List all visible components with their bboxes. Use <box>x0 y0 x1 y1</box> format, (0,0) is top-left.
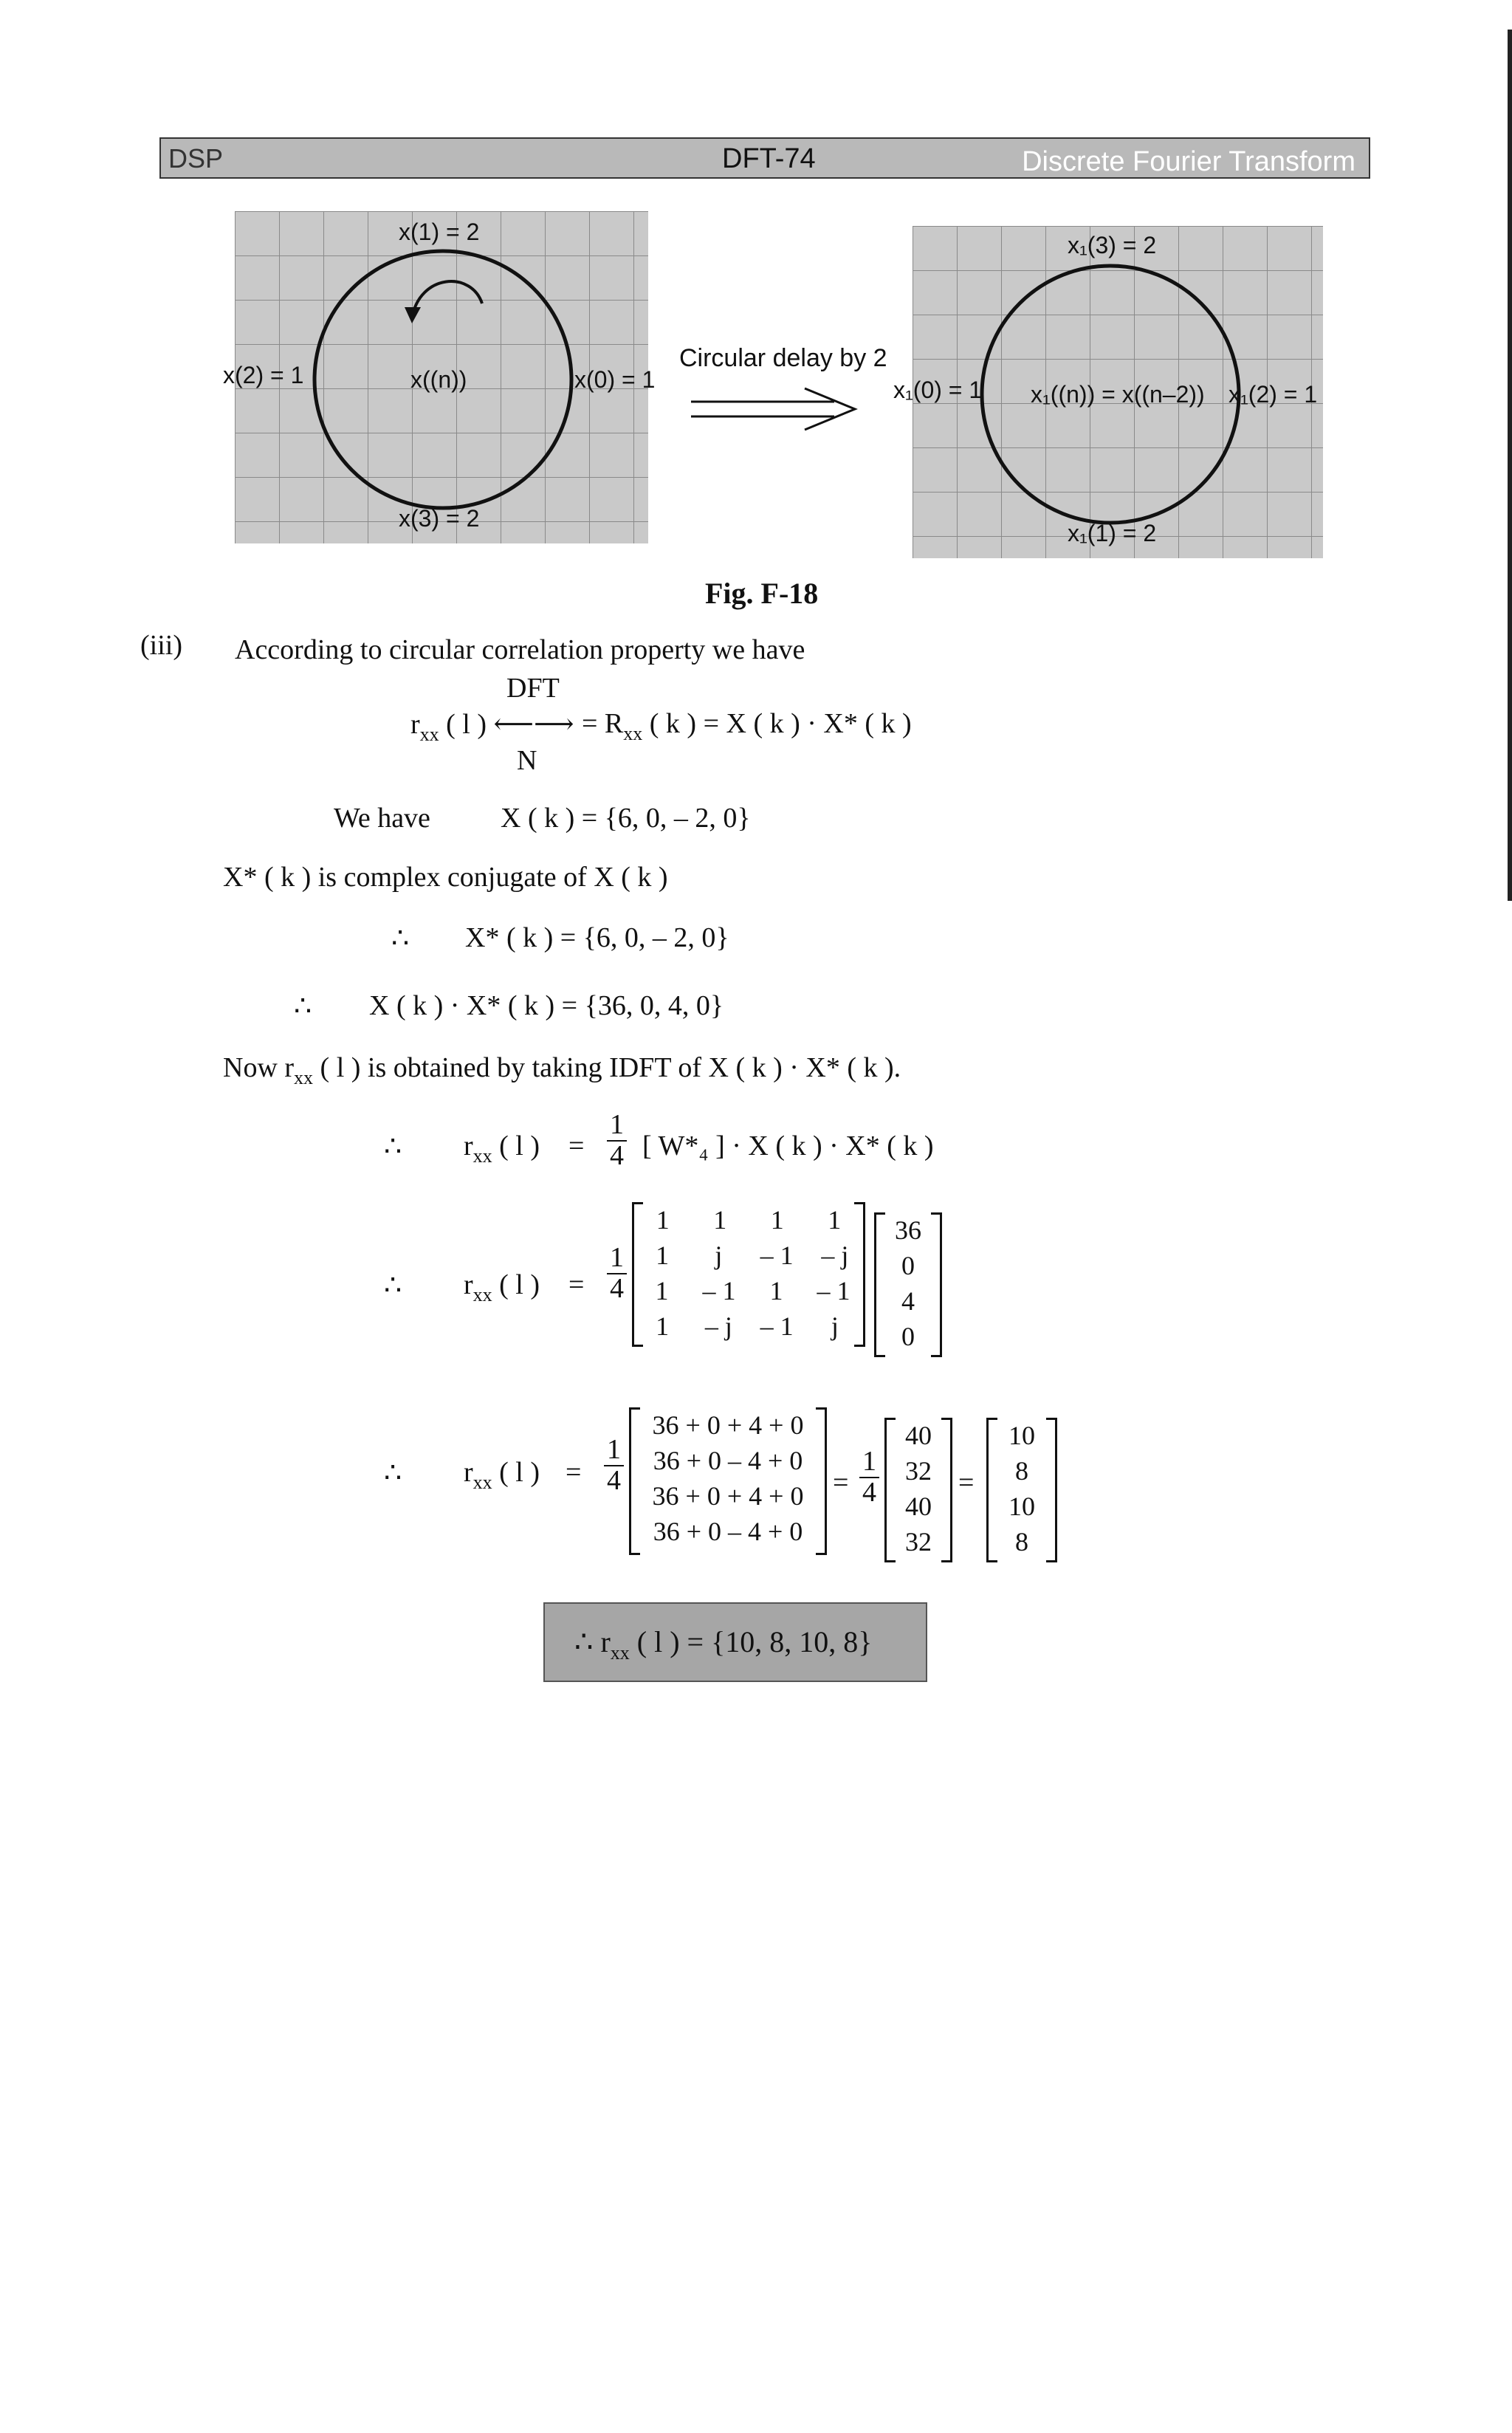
right-label-left: x₁(0) = 1 <box>893 377 983 403</box>
prod-eq: X ( k ) · X* ( k ) = {36, 0, 4, 0} <box>369 990 724 1021</box>
therefore-5: ∴ <box>384 1458 402 1489</box>
therefore-3: ∴ <box>384 1131 402 1162</box>
matrix-cell: – 1 <box>760 1240 794 1270</box>
idft-fraction <box>607 1111 627 1171</box>
header-title: DFT-74 <box>722 143 816 174</box>
arrow-label: Circular delay by 2 <box>679 344 887 372</box>
answer-sub: xx <box>610 1642 630 1664</box>
vector-cell: 36 <box>895 1215 921 1245</box>
matrix-cell: 1 <box>770 1205 784 1235</box>
sum-row <box>631 1478 825 1514</box>
sum-row <box>631 1443 825 1478</box>
xstar-eq: X* ( k ) = {6, 0, – 2, 0} <box>465 922 729 953</box>
now-r: Now r <box>223 1052 295 1083</box>
eq1-r: r <box>410 709 420 740</box>
now-rest: ( l ) is obtained by taking IDFT of X ( k ) · X* ( k ). <box>320 1052 901 1083</box>
twiddle-matrix <box>632 1202 865 1347</box>
therefore-4: ∴ <box>384 1270 402 1301</box>
vector-row <box>887 1524 950 1559</box>
idft-frac-den: 4 <box>610 1139 624 1171</box>
figure-caption: Fig. F-18 <box>705 577 819 610</box>
vector-cell: 40 <box>905 1492 932 1521</box>
conj-line: X* ( k ) is complex conjugate of X ( k ) <box>223 862 668 893</box>
m2-r-sub: xx <box>472 1472 492 1493</box>
m2-frac2-den: 4 <box>862 1476 876 1508</box>
matrix-cell: – 1 <box>760 1311 794 1341</box>
now-r-sub: xx <box>294 1067 314 1088</box>
idft-equals: = <box>568 1130 585 1161</box>
right-label-center: x₁((n)) = x((n–2)) <box>1031 381 1205 408</box>
final-answer-box <box>543 1602 927 1682</box>
eq1-r-sub: xx <box>419 724 439 745</box>
vector-cell: 4 <box>901 1286 915 1316</box>
idft-r: r <box>464 1130 473 1161</box>
double-arrow-icon <box>687 384 864 443</box>
m1-r: r <box>464 1269 473 1300</box>
m2-fraction-2 <box>859 1447 879 1508</box>
matrix-cell: – j <box>704 1311 732 1341</box>
dft-N: N <box>517 745 537 776</box>
we-have: We have <box>334 803 430 834</box>
idft-lhs <box>464 1130 540 1167</box>
eq1-rest: ( k ) = X ( k ) · X* ( k ) <box>649 708 912 739</box>
twiddle-row <box>634 1308 863 1344</box>
vector-row <box>887 1453 950 1489</box>
idft-frac-num: 1 <box>607 1111 627 1142</box>
vector-row <box>989 1489 1055 1524</box>
idft-r-sub: xx <box>472 1145 492 1167</box>
sum-matrix <box>629 1407 827 1555</box>
m1-frac-den: 4 <box>610 1272 624 1304</box>
matrix-cell: – 1 <box>702 1276 736 1305</box>
matrix-cell: – j <box>821 1240 849 1270</box>
right-label-top: x₁(3) = 2 <box>1068 232 1157 258</box>
matrix-cell: j <box>831 1311 839 1341</box>
m1-l: ( l ) <box>499 1269 540 1300</box>
bidir-arrow-icon: ⟵⟶ <box>493 709 574 740</box>
sum-cell: 36 + 0 + 4 + 0 <box>652 1481 804 1511</box>
vector-cell: 32 <box>905 1527 932 1557</box>
twiddle-row <box>634 1273 863 1308</box>
m1-equals: = <box>568 1269 585 1300</box>
vector-cell: 10 <box>1008 1492 1035 1521</box>
matrix-cell: j <box>715 1240 723 1270</box>
matrix-cell: 1 <box>656 1240 670 1270</box>
m2-frac-num: 1 <box>604 1435 624 1466</box>
idft-rhs: [ W*₄ ] · X ( k ) · X* ( k ) <box>642 1130 934 1161</box>
intro-text: According to circular correlation property we have <box>235 634 805 665</box>
left-label-right: x(0) = 1 <box>574 366 656 393</box>
right-label-bottom: x₁(1) = 2 <box>1068 520 1157 546</box>
eq1-R: = R <box>582 708 624 739</box>
therefore-1: ∴ <box>391 923 410 954</box>
matrix-cell: 1 <box>655 1276 669 1305</box>
m2-equals-3: = <box>958 1467 975 1498</box>
eq1-R-sub: xx <box>623 723 643 744</box>
m2-fraction <box>604 1435 624 1496</box>
vector-row <box>876 1283 940 1319</box>
left-label-left: x(2) = 1 <box>223 362 304 388</box>
dft-label: DFT <box>506 673 560 704</box>
vector-row <box>876 1212 940 1248</box>
vector-cell: 0 <box>901 1251 915 1280</box>
item-label: (iii) <box>140 630 182 661</box>
eq1-rhs <box>582 707 912 745</box>
left-label-top: x(1) = 2 <box>399 219 480 245</box>
matrix-cell: 1 <box>769 1276 783 1305</box>
eq1-l: ( l ) <box>446 709 487 740</box>
m2-frac-den: 4 <box>607 1464 621 1496</box>
xk-eq: X ( k ) = {6, 0, – 2, 0} <box>501 803 751 834</box>
therefore-2: ∴ <box>294 991 312 1022</box>
result-vector <box>986 1418 1057 1562</box>
idft-l: ( l ) <box>499 1130 540 1161</box>
vector-row <box>887 1418 950 1453</box>
vector-row <box>989 1453 1055 1489</box>
m1-frac-num: 1 <box>607 1243 627 1274</box>
header-left: DSP <box>168 143 224 174</box>
vector-row <box>989 1418 1055 1453</box>
now-line <box>223 1051 901 1089</box>
sum-cell: 36 + 0 – 4 + 0 <box>653 1517 803 1546</box>
figure-right <box>893 226 1323 558</box>
matrix-cell: 1 <box>713 1205 727 1235</box>
vector-row <box>876 1248 940 1283</box>
matrix-cell: 1 <box>656 1205 670 1235</box>
m2-l: ( l ) <box>499 1457 540 1488</box>
m1-r-sub: xx <box>472 1284 492 1305</box>
right-label-right: x₁(2) = 1 <box>1228 381 1318 408</box>
sum-cell: 36 + 0 – 4 + 0 <box>653 1446 803 1475</box>
m2-lhs <box>464 1456 540 1494</box>
m2-r: r <box>464 1457 473 1488</box>
vector-cell: 0 <box>901 1322 915 1351</box>
vector-row <box>887 1489 950 1524</box>
page-header <box>159 137 1370 179</box>
answer-lhs: ∴ r <box>574 1625 611 1658</box>
sum-row <box>631 1514 825 1549</box>
page-edge-rule <box>1508 30 1512 901</box>
m2-equals: = <box>566 1457 582 1488</box>
m2-frac2-num: 1 <box>859 1447 879 1478</box>
m1-lhs <box>464 1269 540 1306</box>
matrix-cell: 1 <box>656 1311 670 1341</box>
matrix-cell: – 1 <box>817 1276 850 1305</box>
twiddle-row <box>634 1238 863 1273</box>
sum-row <box>631 1407 825 1443</box>
eq1-lhs <box>410 707 574 746</box>
header-right: Discrete Fourier Transform <box>1022 146 1355 177</box>
sum-cell: 36 + 0 + 4 + 0 <box>652 1410 804 1440</box>
xx-vector <box>874 1212 942 1357</box>
vector-cell: 10 <box>1008 1421 1035 1450</box>
twiddle-row <box>634 1202 863 1238</box>
vector-cell: 40 <box>905 1421 932 1450</box>
vector-cell: 8 <box>1015 1456 1028 1486</box>
left-label-bottom: x(3) = 2 <box>399 505 480 532</box>
sum-vector <box>884 1418 952 1562</box>
m1-fraction <box>607 1243 627 1304</box>
answer-rhs: ( l ) = {10, 8, 10, 8} <box>636 1625 873 1658</box>
m2-equals-2: = <box>833 1467 849 1498</box>
vector-cell: 8 <box>1015 1527 1028 1557</box>
matrix-cell: 1 <box>828 1205 842 1235</box>
left-label-center: x((n)) <box>410 366 467 393</box>
vector-row <box>989 1524 1055 1559</box>
vector-row <box>876 1319 940 1354</box>
vector-cell: 32 <box>905 1456 932 1486</box>
figure-left <box>223 211 656 543</box>
